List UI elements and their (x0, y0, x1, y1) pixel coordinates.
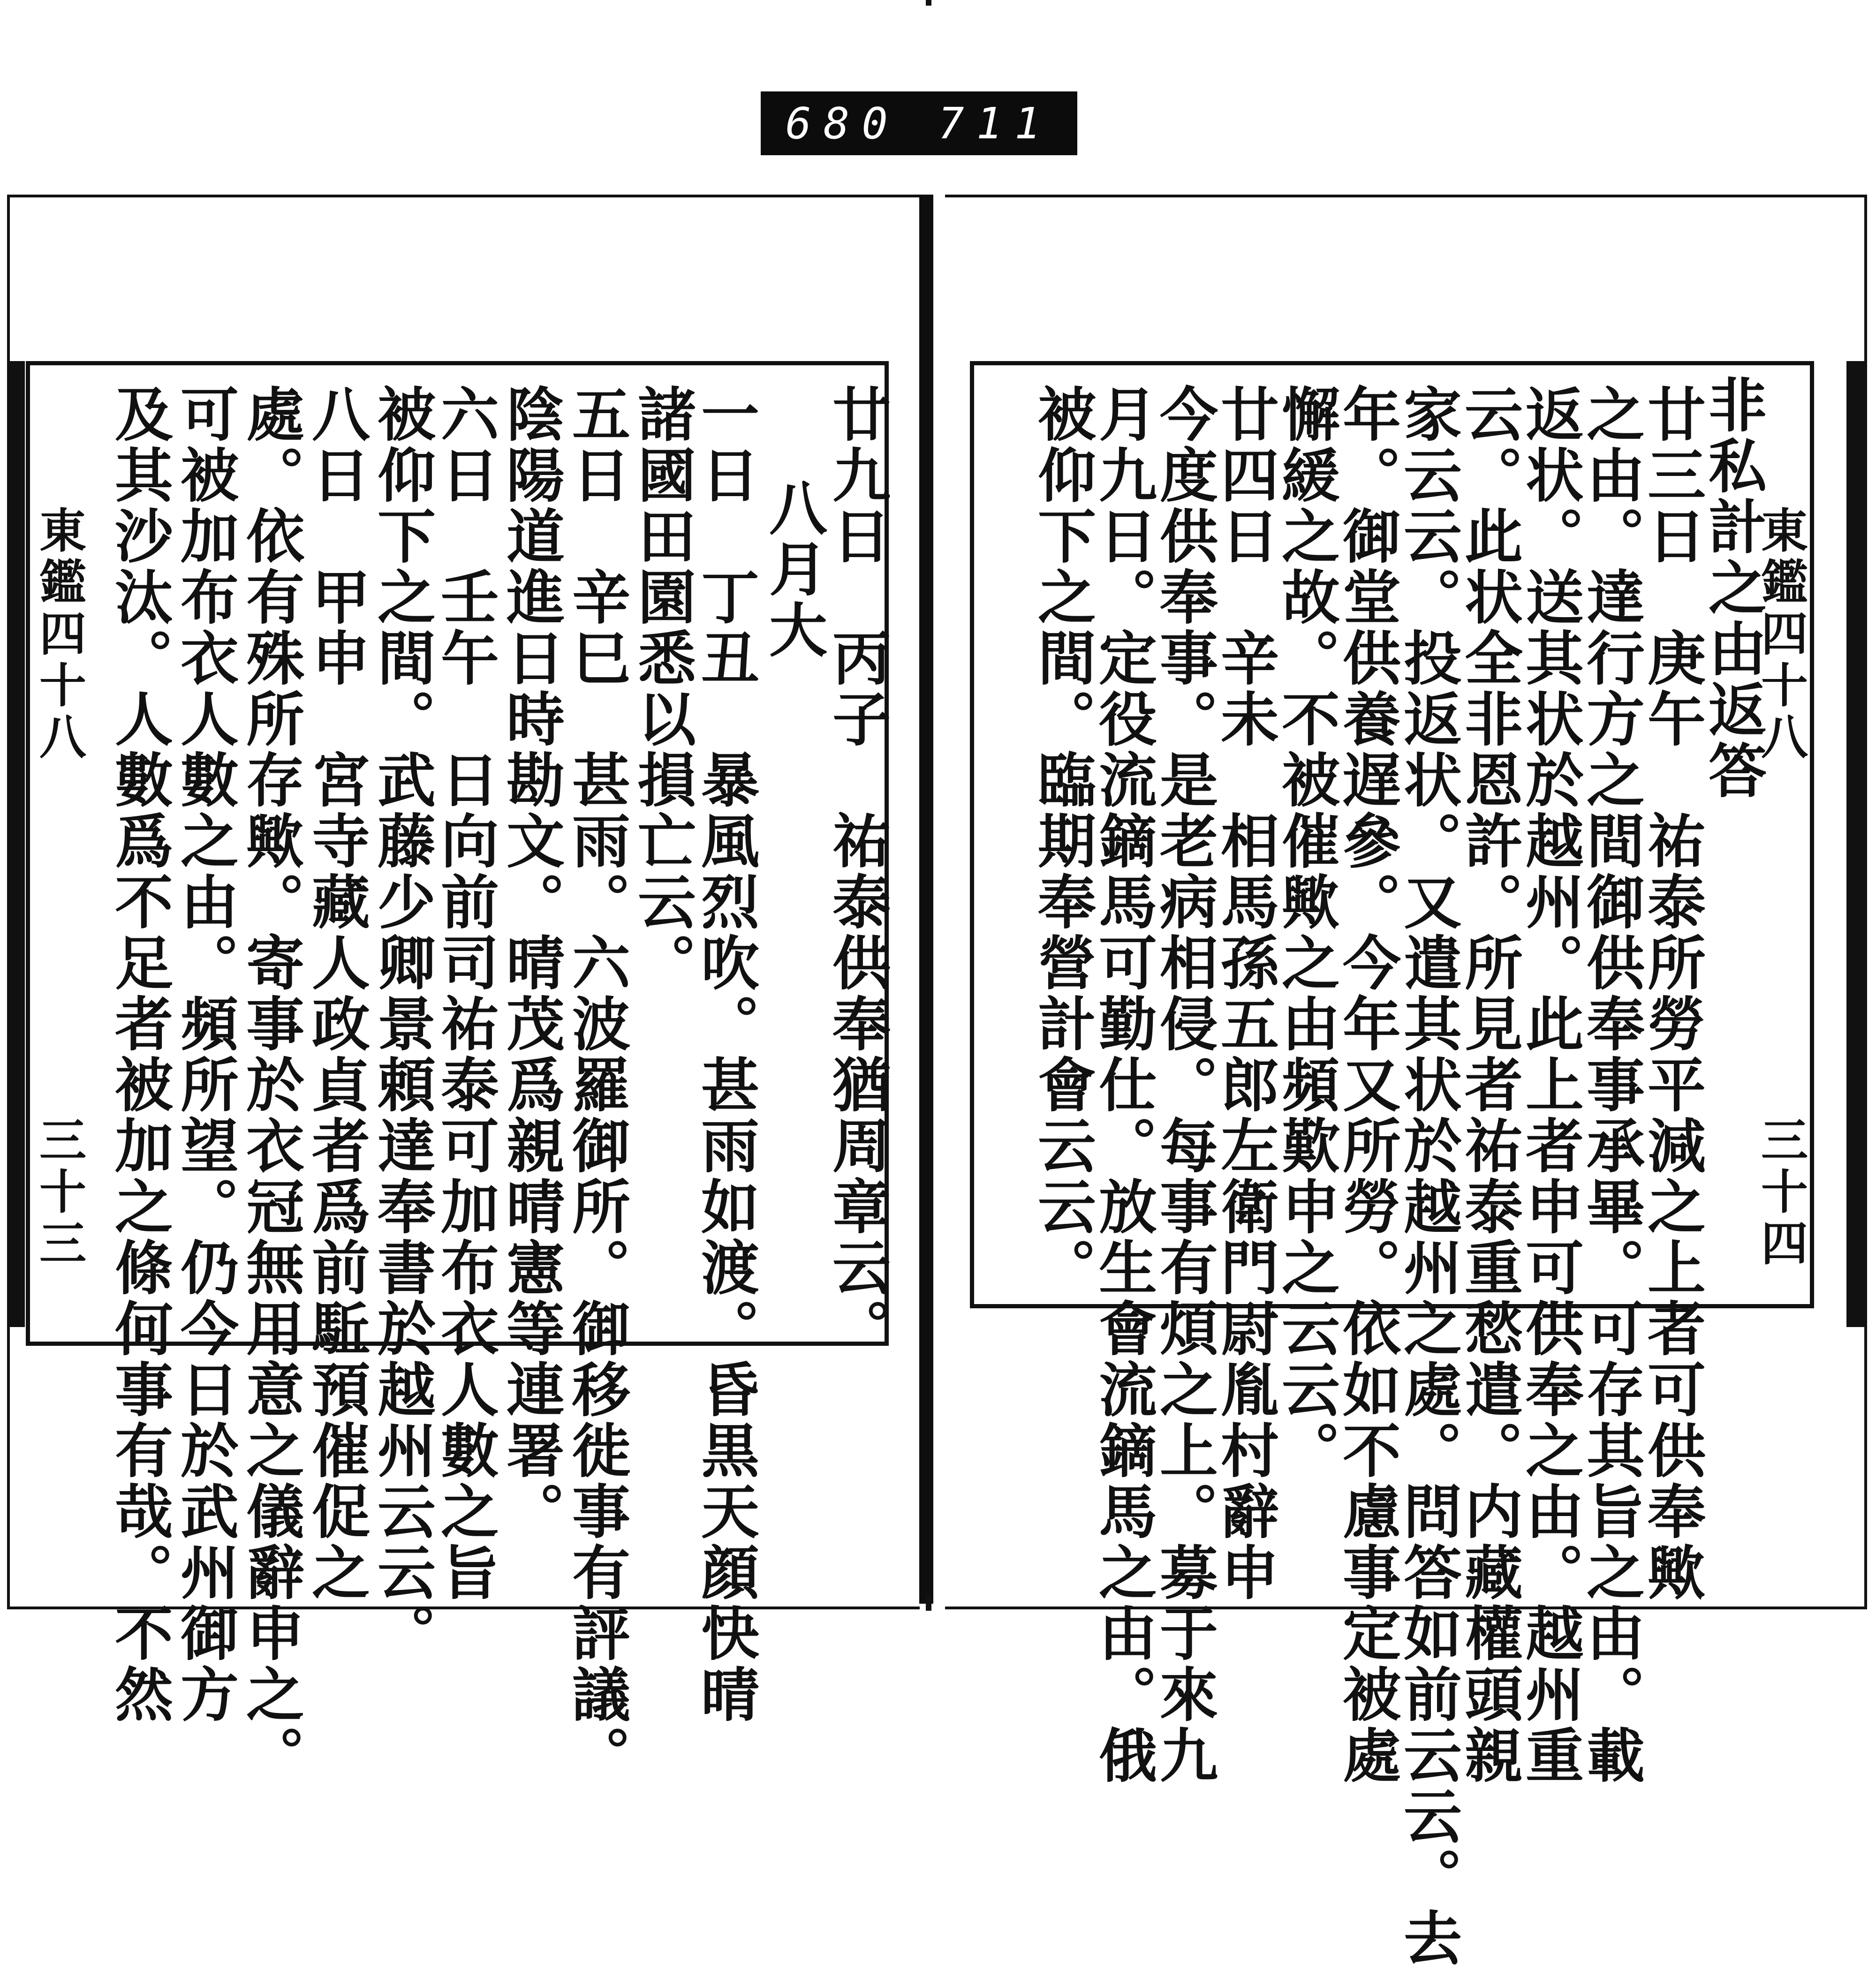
left-column-12: 及其沙汰。人數爲不足者被加之條何事有哉。不然 (105, 384, 173, 1725)
left-edge-band (7, 361, 25, 1327)
left-column-7: 六日 壬午 日向前司祐泰可加布衣人數之旨 (431, 384, 499, 1603)
right-column-10: 今度供奉事。是老病相侵。每事有煩之上。募于來九 (1150, 384, 1218, 1786)
right-column-4: 返状。送其状於越州。此上者申可供奉之由。越州重 (1516, 384, 1584, 1786)
left-column-11: 可被加布衣人數之由。頻所望。仍今日於武州御方 (171, 384, 239, 1725)
left-column-9: 八日 甲申 宮寺藏人政貞者爲前駈預催促之 (302, 384, 370, 1603)
left-running-title: 東鑑四十八 (31, 506, 87, 764)
left-column-8: 被仰下之間。武藤少卿景頼達奉書於越州云云。 (368, 384, 436, 1664)
right-folio: 三十四 (1753, 1116, 1808, 1270)
left-page-frame (26, 361, 891, 1786)
left-column-1: 廿九日 丙子 祐泰供奉猶周章云。 (823, 384, 891, 1359)
right-column-7: 年。御堂供養遅參。今年又所勞。依如不慮事定被處 (1333, 384, 1401, 1786)
right-column-3: 之由。達行方之間御供奉事承畢。可存其旨之由。載 (1577, 384, 1645, 1786)
right-running-title: 東鑑四十八 (1753, 506, 1808, 764)
left-column-4: 諸國田園悉以損亡云。 (628, 384, 696, 994)
right-column-8: 懈緩之故。不被催歟之由頻歎申之云云。 (1272, 384, 1340, 1481)
right-column-1: 非私計之由返答 (1699, 375, 1767, 801)
left-column-6: 陰陽道進日時勘文。晴茂爲親晴憲等連署。 (497, 384, 565, 1542)
book-gutter (919, 195, 933, 1604)
left-column-10: 處。依有殊所存歟。寄事於衣冠無用意之儀辭申之。 (236, 384, 304, 1786)
right-page-frame (970, 361, 1814, 1969)
left-folio: 三十三 (31, 1116, 87, 1270)
right-column-2: 廿三日 庚午 祐泰所勞平減之上者可供奉歟 (1638, 384, 1706, 1603)
film-frame-number: 680 711 (785, 98, 1053, 149)
right-column-12: 被仰下之間。臨期奉營計會云云。 (1028, 384, 1096, 1298)
left-column-5: 五日 辛巳 甚雨。六波羅御所。御移徙事有評議。 (562, 384, 630, 1786)
left-column-3: 一日 丁丑 暴風烈吹。甚雨如渡。昏黒天顔快晴 (691, 384, 759, 1725)
right-column-5: 云。此状全非恩許。所見者祐泰重愁遣。内藏權頭親 (1455, 384, 1523, 1786)
left-column-2: 八月大 (759, 417, 827, 661)
right-column-6: 家云云。投返状。又遣其状於越州之處。問答如前云云。去 (1394, 384, 1462, 1969)
right-edge-band (1846, 361, 1864, 1327)
right-column-9: 廿四日 辛未 相馬孫五郎左衛門尉胤村辭申 (1211, 384, 1279, 1603)
registration-tick-top (926, 0, 931, 6)
right-column-11: 月九日。定役流鏑馬可勤仕。放生會流鏑馬之由。俄 (1089, 384, 1157, 1786)
film-frame-label (761, 91, 1077, 155)
registration-tick-bottom (926, 1594, 931, 1611)
